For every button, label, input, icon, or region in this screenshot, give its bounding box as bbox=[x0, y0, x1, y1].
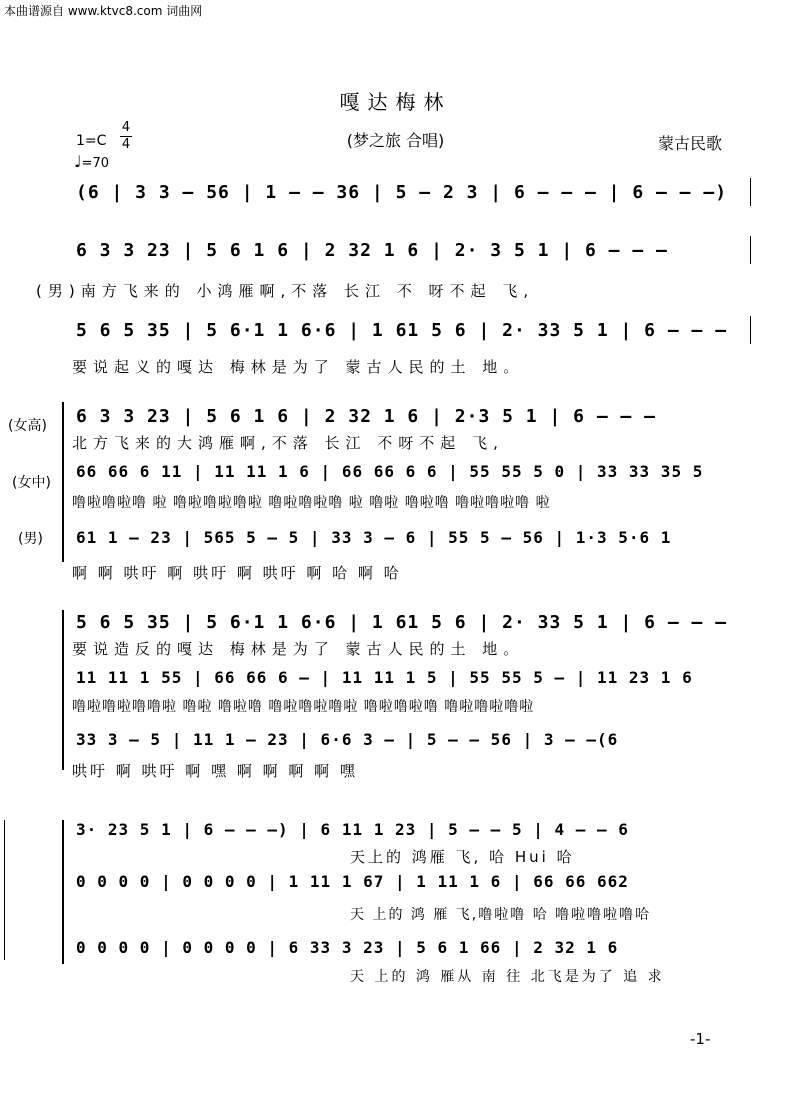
source-credit: 本曲谱源自 www.ktvc8.com 词曲网 bbox=[4, 4, 203, 18]
barline bbox=[750, 178, 751, 206]
label-male: (男) bbox=[18, 531, 43, 547]
song-title: 嘎达梅林 bbox=[339, 90, 452, 114]
label-female-high: (女高) bbox=[8, 418, 47, 434]
female-high-notes: 6 3 3 23 | 5 6 1 6 | 2 32 1 6 | 2·3 5 1 | 6 – – – bbox=[76, 406, 657, 427]
male-lyrics-2: 哄吁 啊 哄吁 啊 嘿 啊 啊 啊 啊 嘿 bbox=[72, 762, 358, 780]
barline bbox=[750, 236, 751, 264]
quarter-note-icon: ♩ bbox=[74, 152, 82, 171]
female-high-lyrics-2: 要说造反的嘎达 梅林是为了 蒙古人民的土 地。 bbox=[72, 640, 525, 658]
female-mid-notes: 66 66 6 11 | 11 11 1 6 | 66 66 6 6 | 55 55 5 0 | 33 33 35 5 bbox=[76, 462, 704, 481]
key-signature: 1=C bbox=[76, 133, 107, 149]
tempo-value: =70 bbox=[81, 156, 109, 171]
time-signature bbox=[120, 120, 132, 153]
female-high-lyrics: 北方飞来的大鸿雁啊,不落 长江 不呀不起 飞, bbox=[72, 434, 504, 452]
meter-top: 4 bbox=[121, 120, 131, 135]
song-subtitle: (梦之旅 合唱) bbox=[346, 131, 445, 150]
female-high-lyrics-3: 天上的 鸿雁 飞, 哈 Hui 哈 bbox=[350, 848, 575, 866]
verse2-lyrics: 要说起义的嘎达 梅林是为了 蒙古人民的土 地。 bbox=[72, 358, 525, 376]
female-high-notes-3: 3· 23 5 1 | 6 – – –) | 6 11 1 23 | 5 – – 5 | 4 – – 6 bbox=[76, 820, 629, 839]
page-number: -1- bbox=[690, 1030, 711, 1048]
female-high-notes-2: 5 6 5 35 | 5 6·1 1 6·6 | 1 61 5 6 | 2· 33 5 1 | 6 – – – bbox=[76, 612, 728, 633]
male-solo-lyrics: (男)南方飞来的 小鸿雁啊,不落 长江 不 呀不起 飞, bbox=[36, 282, 535, 300]
female-mid-lyrics-3: 天 上的 鸿 雁 飞,噜啦噜 哈 噜啦噜啦噜哈 bbox=[350, 907, 652, 923]
male-solo-notes: 6 3 3 23 | 5 6 1 6 | 2 32 1 6 | 2· 3 5 1 | 6 – – – bbox=[76, 240, 668, 261]
female-mid-notes-2: 11 11 1 55 | 66 66 6 – | 11 11 1 5 | 55 55 5 – | 11 23 1 6 bbox=[76, 668, 693, 687]
female-mid-notes-3: 0 0 0 0 | 0 0 0 0 | 1 11 1 67 | 1 11 1 6 | 66 66 662 bbox=[76, 872, 629, 891]
verse2-notes: 5 6 5 35 | 5 6·1 1 6·6 | 1 61 5 6 | 2· 33 5 1 | 6 – – – bbox=[76, 320, 728, 341]
tempo-marking bbox=[74, 152, 109, 171]
composer: 蒙古民歌 bbox=[658, 134, 723, 153]
female-mid-lyrics-2: 噜啦噜啦噜噜啦 噜啦 噜啦噜 噜啦噜啦噜啦 噜啦噜啦噜 噜啦噜啦噜啦 bbox=[72, 699, 535, 715]
system-brace bbox=[62, 820, 64, 964]
male-notes-3: 0 0 0 0 | 0 0 0 0 | 6 33 3 23 | 5 6 1 66 | 2 32 1 6 bbox=[76, 938, 619, 957]
male-notes-2: 33 3 – 5 | 11 1 – 23 | 6·6 3 – | 5 – – 56 | 3 – –(6 bbox=[76, 730, 619, 749]
intro-notes: (6 | 3 3 – 56 | 1 – – 36 | 5 – 2 3 | 6 – – – | 6 – – –) bbox=[76, 182, 728, 203]
barline bbox=[750, 316, 751, 344]
female-mid-lyrics: 噜啦噜啦噜 啦 噜啦噜啦噜啦 噜啦噜啦噜 啦 噜啦 噜啦噜 噜啦噜啦噜 啦 bbox=[72, 495, 551, 511]
edge-line bbox=[4, 820, 5, 960]
label-female-mid: (女中) bbox=[12, 475, 51, 491]
male-lyrics: 啊 啊 哄吁 啊 哄吁 啊 哄吁 啊 哈 啊 哈 bbox=[72, 564, 402, 582]
meter-bottom: 4 bbox=[121, 137, 131, 152]
system-brace bbox=[62, 402, 64, 562]
male-lyrics-3: 天 上的 鸿 雁从 南 往 北飞是为了 追 求 bbox=[350, 969, 665, 985]
male-notes: 61 1 – 23 | 565 5 – 5 | 33 3 – 6 | 55 5 – 56 | 1·3 5·6 1 bbox=[76, 528, 672, 547]
system-brace bbox=[62, 610, 64, 770]
